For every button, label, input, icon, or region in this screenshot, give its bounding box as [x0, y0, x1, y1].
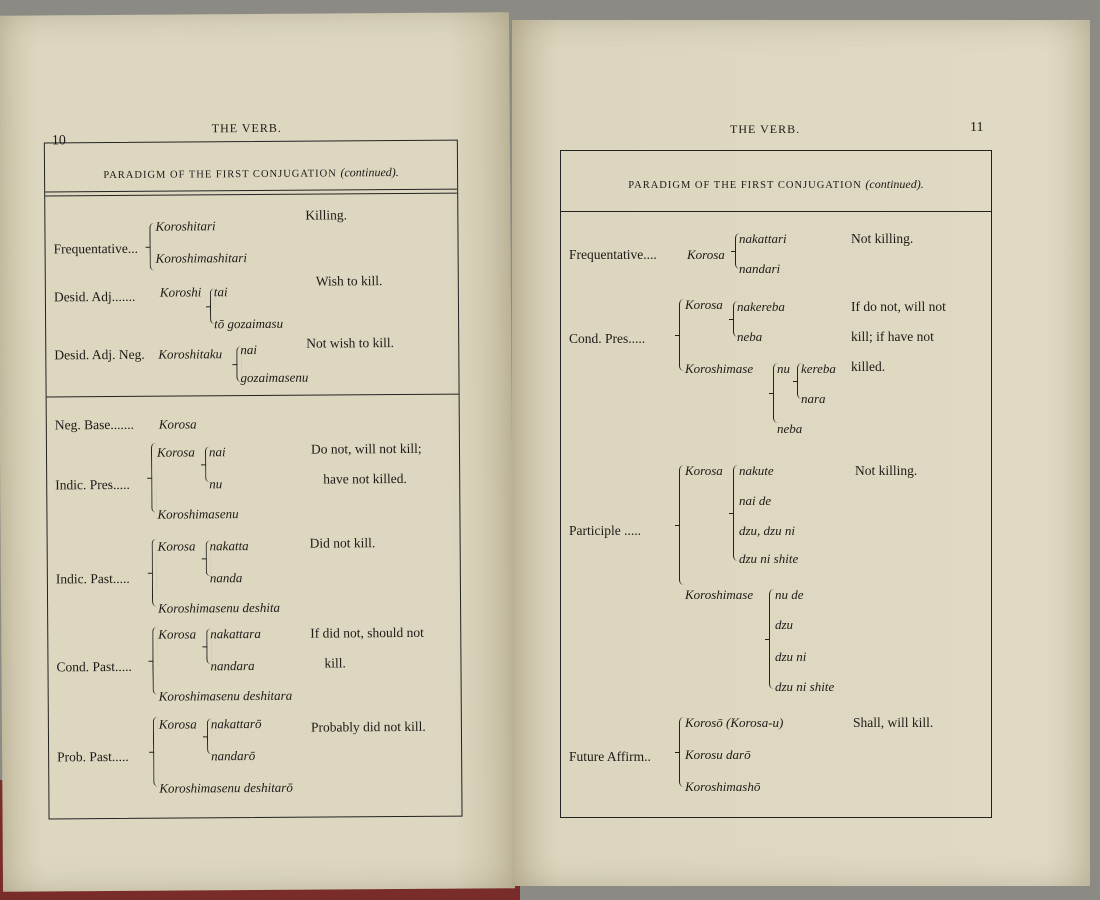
form: nakattarō — [210, 715, 262, 732]
page-number: 11 — [970, 120, 984, 135]
form: nai de — [739, 493, 772, 508]
form: nai — [240, 341, 257, 358]
form: nandara — [210, 658, 255, 674]
row-label: Prob. Past..... — [57, 748, 129, 765]
brace — [149, 223, 154, 271]
meaning: kill; if have not — [851, 329, 934, 344]
row-label: Desid. Adj. Neg. — [54, 346, 145, 363]
table-caption: PARADIGM OF THE FIRST CONJUGATION (continued). — [628, 177, 924, 191]
stem: Korosa — [157, 538, 196, 554]
stem: Koroshitaku — [158, 346, 223, 362]
form: Koroshitari — [155, 218, 216, 234]
form: nakereba — [737, 299, 785, 314]
alt-form: kereba — [801, 361, 836, 376]
brace — [733, 465, 738, 561]
meaning: kill. — [324, 655, 346, 671]
row-label: Desid. Adj....... — [53, 288, 136, 305]
alt-form: Koroshimasenu deshitarō — [159, 779, 293, 796]
form: nu — [209, 476, 223, 492]
form: nandari — [739, 261, 781, 276]
meaning: killed. — [851, 359, 886, 374]
meaning: Not wish to kill. — [306, 335, 395, 351]
alt-form: Koroshimase — [685, 361, 754, 376]
alt-form: nu de — [775, 587, 804, 602]
meaning: Did not kill. — [309, 535, 376, 551]
stem: Korosa — [685, 463, 723, 478]
alt-form: neba — [777, 421, 803, 436]
alt-form: dzu — [775, 617, 794, 632]
rule — [45, 189, 457, 197]
brace — [152, 627, 157, 695]
form: Korosu darō — [685, 747, 751, 762]
right-page — [512, 20, 1090, 886]
row-label: Participle ..... — [569, 523, 641, 538]
alt-form: nu — [777, 361, 790, 376]
form: Korosō (Korosa-u) — [685, 715, 784, 730]
brace — [679, 465, 684, 585]
row-label: Cond. Pres..... — [569, 331, 646, 346]
meaning: Wish to kill. — [315, 273, 383, 289]
row-label: Future Affirm.. — [569, 749, 651, 764]
meaning: have not killed. — [323, 470, 407, 487]
stem: Korosa — [687, 247, 725, 262]
row-label: Frequentative.... — [569, 247, 657, 262]
alt-form: Koroshimase — [685, 587, 754, 602]
running-head: THE VERB. — [730, 122, 801, 136]
meaning: If did not, should not — [310, 624, 424, 641]
table-caption: PARADIGM OF THE FIRST CONJUGATION (continued). — [103, 164, 399, 182]
alt-form: Koroshimasenu deshita — [158, 599, 281, 616]
brace — [153, 717, 158, 787]
form: dzu ni shite — [739, 551, 799, 566]
form: neba — [737, 329, 763, 344]
row-label: Indic. Past..... — [55, 570, 130, 587]
stem: Korosa — [685, 297, 723, 312]
meaning: Shall, will kill. — [853, 715, 934, 730]
stem: Korosa — [158, 716, 197, 732]
meaning: Probably did not kill. — [310, 718, 426, 735]
alt-form: dzu ni shite — [775, 679, 835, 694]
running-head: THE VERB. — [211, 120, 282, 136]
meaning: Do not, will not kill; — [310, 440, 422, 457]
stem: Koroshi — [159, 284, 202, 300]
meaning: Not killing. — [855, 463, 918, 478]
row-label: Indic. Pres..... — [55, 476, 130, 493]
stem: Korosa — [156, 444, 195, 460]
form: gozaimasenu — [240, 369, 309, 386]
alt-form: nara — [801, 391, 826, 406]
form: nakute — [739, 463, 774, 478]
meaning: Killing. — [305, 207, 348, 223]
alt-form: dzu ni — [775, 649, 807, 664]
form: tō gozaimasu — [214, 315, 284, 332]
row-label: Cond. Past..... — [56, 658, 132, 675]
brace — [679, 299, 684, 371]
brace — [151, 443, 156, 513]
form: nai — [208, 444, 226, 460]
meaning: If do not, will not — [851, 299, 946, 314]
row-label: Neg. Base....... — [54, 416, 134, 433]
meaning: Not killing. — [851, 231, 914, 246]
paradigm-table — [44, 140, 463, 820]
brace — [769, 589, 774, 689]
form: Koroshimashō — [685, 779, 761, 794]
form: Koroshimashitari — [155, 250, 247, 266]
form: nandarō — [211, 748, 256, 764]
page-number: 10 — [51, 133, 66, 149]
alt-form: Koroshimasenu — [157, 506, 239, 522]
form: nakattara — [210, 625, 261, 642]
form: tai — [213, 284, 228, 300]
stem: Korosa — [158, 416, 197, 432]
form: nakattari — [739, 231, 787, 246]
brace — [152, 539, 157, 607]
rule — [561, 211, 991, 212]
stem: Korosa — [158, 626, 197, 642]
brace — [679, 717, 684, 787]
alt-form: Koroshimasenu deshitara — [158, 687, 293, 704]
form: nakatta — [209, 538, 249, 554]
paradigm-table — [560, 150, 992, 818]
left-page — [0, 12, 515, 892]
row-label: Frequentative... — [53, 240, 138, 257]
form: dzu, dzu ni — [739, 523, 795, 538]
rule — [47, 394, 459, 398]
form: nanda — [209, 570, 243, 586]
